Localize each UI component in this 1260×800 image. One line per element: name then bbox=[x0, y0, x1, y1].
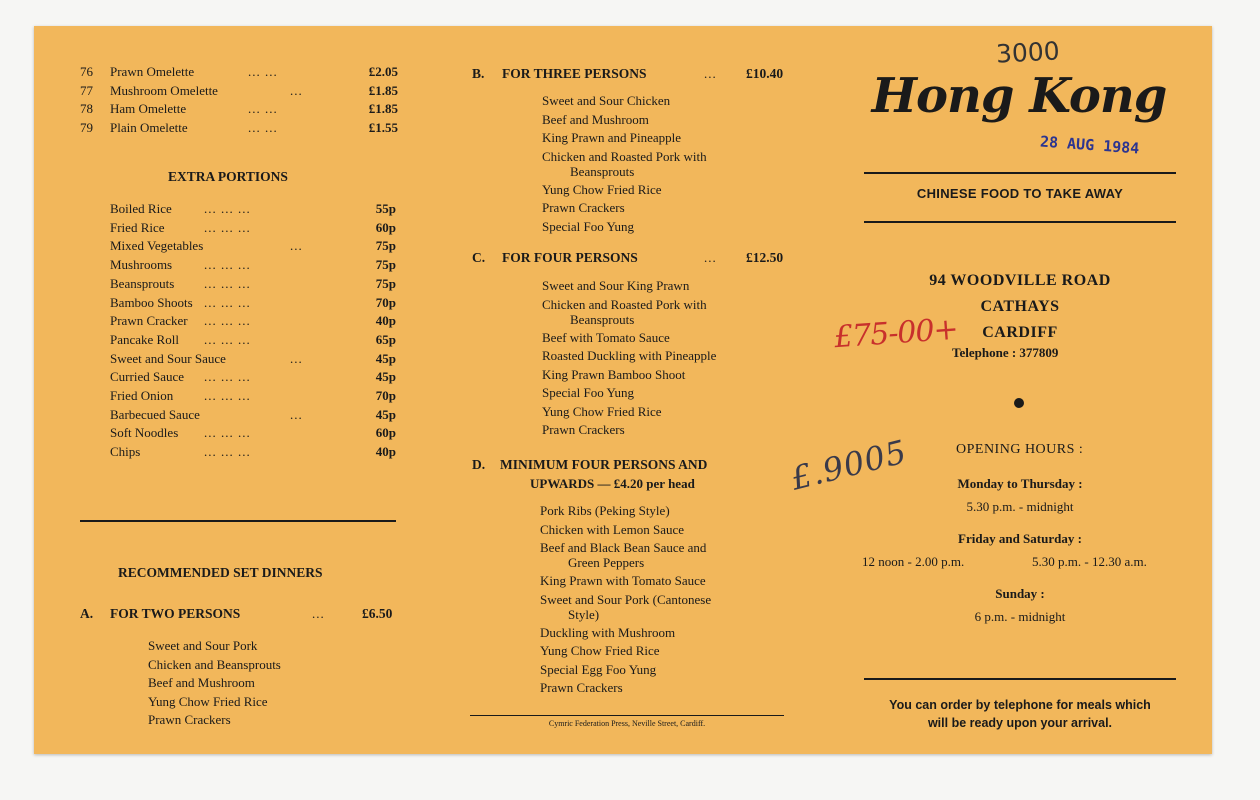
item-price: 75p bbox=[375, 275, 396, 291]
item-name: Plain Omelette bbox=[110, 119, 188, 135]
item-name: Prawn Omelette bbox=[110, 64, 195, 79]
opening-hours-title: OPENING HOURS : bbox=[956, 442, 1084, 457]
item-name: Ham Omelette bbox=[110, 101, 187, 116]
item-price: 70p bbox=[375, 388, 396, 403]
set-item: Green Peppers bbox=[568, 555, 645, 570]
set-item: Yung Chow Fried Rice bbox=[148, 693, 268, 709]
item-price: 55p bbox=[375, 201, 396, 216]
handwritten-number: 3000 bbox=[995, 36, 1061, 69]
mon-thu-time: 5.30 p.m. - midnight bbox=[966, 499, 1074, 514]
item-name: Beansprouts bbox=[110, 275, 175, 291]
item-price: 75p bbox=[375, 238, 396, 254]
item-number: 78 bbox=[80, 101, 93, 116]
leader-dots: ... ... ... bbox=[204, 201, 251, 216]
leader-dots: ... bbox=[290, 406, 303, 422]
punch-hole bbox=[1014, 398, 1024, 408]
set-item: Sweet and Sour Chicken bbox=[542, 93, 671, 108]
extra-row bbox=[110, 237, 396, 255]
set-item: Special Foo Yung bbox=[542, 218, 634, 234]
tagline-top-rule bbox=[864, 172, 1176, 174]
tagline-bottom-rule bbox=[864, 221, 1176, 223]
left-divider bbox=[80, 520, 396, 522]
item-price: 40p bbox=[375, 313, 396, 329]
set-dinners-title: RECOMMENDED SET DINNERS bbox=[118, 565, 323, 580]
item-price: 70p bbox=[375, 294, 396, 310]
leader-dots: ... ... ... bbox=[204, 257, 251, 273]
item-name: Soft Noodles bbox=[110, 425, 179, 441]
set-c-letter: C. bbox=[472, 250, 486, 265]
leader-dots: ... ... ... bbox=[204, 425, 251, 441]
set-item: Chicken and Roasted Pork with bbox=[542, 148, 707, 164]
set-item: Beef with Tomato Sauce bbox=[542, 329, 670, 345]
omelette-row bbox=[80, 100, 398, 118]
address-line-3: CARDIFF bbox=[982, 324, 1058, 341]
shop-name: Hong Kong bbox=[871, 68, 1167, 124]
item-name: Curried Sauce bbox=[110, 369, 185, 385]
set-item: Duckling with Mushroom bbox=[540, 624, 676, 640]
item-name: Fried Rice bbox=[110, 219, 165, 235]
set-item: Chicken and Beansprouts bbox=[148, 656, 281, 672]
item-price: 45p bbox=[375, 369, 396, 385]
set-item: Yung Chow Fried Rice bbox=[542, 181, 662, 197]
date-stamp: 28 AUG 1984 bbox=[1039, 132, 1140, 158]
set-b-label: FOR THREE PERSONS bbox=[502, 66, 647, 81]
leader-dots: ... bbox=[290, 238, 303, 254]
set-item: Special Foo Yung bbox=[542, 385, 634, 400]
extra-row bbox=[110, 350, 396, 368]
set-item: Special Egg Foo Yung bbox=[540, 661, 657, 677]
item-price: 75p bbox=[375, 257, 396, 273]
extra-row bbox=[110, 368, 396, 386]
leader-dots: ... ... ... bbox=[204, 388, 251, 403]
leader-dots: ... bbox=[290, 350, 303, 366]
item-number: 76 bbox=[80, 64, 93, 79]
leader-dots: ... ... ... bbox=[204, 219, 251, 235]
set-item: Pork Ribs (Peking Style) bbox=[540, 503, 670, 518]
tagline: CHINESE FOOD TO TAKE AWAY bbox=[916, 186, 1124, 201]
printer-credit: Cymric Federation Press, Neville Street, Cardiff. bbox=[548, 719, 706, 728]
omelette-row bbox=[80, 82, 398, 100]
item-price: 60p bbox=[375, 219, 396, 235]
handwritten-note: £.9005 bbox=[787, 432, 911, 498]
leader-dots: ... ... ... bbox=[204, 275, 251, 291]
extra-row bbox=[110, 312, 396, 330]
item-name: Prawn Cracker bbox=[110, 313, 188, 329]
set-d-letter: D. bbox=[472, 457, 486, 472]
extra-row bbox=[110, 443, 396, 461]
set-item: Sweet and Sour Pork (Cantonese bbox=[540, 591, 712, 607]
item-price: 45p bbox=[375, 406, 396, 422]
set-c-label: FOR FOUR PERSONS bbox=[502, 250, 638, 265]
item-name: Sweet and Sour Sauce bbox=[110, 350, 226, 366]
set-item: Sweet and Sour Pork bbox=[148, 638, 258, 653]
set-item: Prawn Crackers bbox=[542, 200, 625, 215]
item-name: Boiled Rice bbox=[110, 201, 172, 216]
extra-row bbox=[110, 424, 396, 442]
address-line-1: 94 WOODVILLE ROAD bbox=[929, 272, 1111, 289]
item-name: Chips bbox=[110, 444, 141, 460]
set-item: Beef and Mushroom bbox=[148, 675, 255, 690]
set-item: Beansprouts bbox=[570, 163, 635, 179]
set-a-price: £6.50 bbox=[362, 606, 393, 621]
set-item: Chicken with Lemon Sauce bbox=[540, 521, 685, 537]
fri-sat-time-2: 5.30 p.m. - 12.30 a.m. bbox=[1032, 554, 1147, 569]
item-price: 40p bbox=[375, 444, 396, 460]
set-a-letter: A. bbox=[80, 606, 94, 621]
item-price: 45p bbox=[375, 350, 396, 366]
item-price: 65p bbox=[375, 331, 396, 347]
set-item: King Prawn with Tomato Sauce bbox=[540, 573, 706, 588]
telephone: Telephone : 377809 bbox=[952, 345, 1059, 360]
item-name: Mushroom Omelette bbox=[110, 82, 218, 98]
set-item: Sweet and Sour King Prawn bbox=[542, 278, 690, 293]
set-item: Roasted Duckling with Pineapple bbox=[542, 348, 717, 363]
set-item: Chicken and Roasted Pork with bbox=[542, 296, 707, 312]
footer-rule bbox=[864, 678, 1176, 680]
menu-sheet bbox=[34, 26, 1212, 754]
set-d-label-line1: MINIMUM FOUR PERSONS AND bbox=[500, 457, 708, 472]
leader-dots: ... ... bbox=[248, 64, 278, 79]
extra-row bbox=[110, 406, 396, 424]
address-line-2: CATHAYS bbox=[980, 298, 1060, 315]
extra-row bbox=[110, 256, 396, 274]
leader-dots: ... ... ... bbox=[204, 294, 251, 310]
omelette-row bbox=[80, 119, 398, 137]
set-item: Beef and Black Bean Sauce and bbox=[540, 540, 707, 555]
set-d-label-line2: UPWARDS — £4.20 per head bbox=[530, 476, 695, 491]
printer-rule bbox=[470, 715, 784, 716]
item-name: Barbecued Sauce bbox=[110, 406, 200, 422]
leader-dots: ... ... ... bbox=[204, 369, 251, 385]
set-item: Beansprouts bbox=[570, 311, 635, 327]
item-price: 60p bbox=[375, 425, 396, 441]
set-item: Style) bbox=[568, 606, 600, 622]
set-a-label: FOR TWO PERSONS bbox=[110, 606, 241, 621]
fri-sat-label: Friday and Saturday : bbox=[958, 531, 1082, 546]
set-b-dots: ... bbox=[704, 66, 717, 81]
leader-dots: ... ... ... bbox=[204, 313, 251, 329]
footer-note bbox=[856, 696, 1184, 732]
set-item: Prawn Crackers bbox=[540, 680, 623, 695]
leader-dots: ... ... ... bbox=[204, 444, 251, 460]
item-number: 79 bbox=[80, 119, 93, 135]
set-b-price: £10.40 bbox=[746, 66, 784, 81]
mon-thu-label: Monday to Thursday : bbox=[957, 476, 1083, 491]
set-item: Prawn Crackers bbox=[542, 422, 625, 437]
extra-row bbox=[110, 200, 396, 218]
set-item: Yung Chow Fried Rice bbox=[540, 643, 660, 658]
leader-dots: ... bbox=[290, 82, 303, 98]
set-a-dots: ... bbox=[312, 606, 325, 621]
item-name: Bamboo Shoots bbox=[110, 294, 193, 310]
extra-row bbox=[110, 387, 396, 405]
handwritten-price: £75-00+ bbox=[832, 311, 959, 356]
item-price: £1.85 bbox=[368, 82, 398, 98]
leader-dots: ... ... ... bbox=[204, 331, 251, 347]
item-number: 77 bbox=[80, 82, 93, 98]
footer-line-2: will be ready upon your arrival. bbox=[927, 716, 1113, 730]
omelette-row bbox=[80, 63, 398, 81]
set-item: King Prawn and Pineapple bbox=[542, 130, 682, 145]
set-item: Beef and Mushroom bbox=[542, 111, 649, 127]
set-b-letter: B. bbox=[472, 66, 485, 81]
item-price: £2.05 bbox=[368, 64, 398, 79]
item-name: Mixed Vegetables bbox=[110, 238, 204, 254]
extra-row bbox=[110, 275, 396, 293]
set-c-dots: ... bbox=[704, 250, 717, 265]
sunday-time: 6 p.m. - midnight bbox=[974, 609, 1066, 624]
sunday-label: Sunday : bbox=[995, 586, 1045, 601]
set-item: King Prawn Bamboo Shoot bbox=[542, 366, 686, 382]
item-name: Fried Onion bbox=[110, 388, 174, 403]
set-item: Prawn Crackers bbox=[148, 712, 231, 727]
item-name: Pancake Roll bbox=[110, 331, 179, 347]
footer-line-1: You can order by telephone for meals which bbox=[889, 698, 1151, 712]
leader-dots: ... ... bbox=[248, 101, 278, 116]
extra-row bbox=[110, 294, 396, 312]
item-name: Mushrooms bbox=[110, 257, 173, 273]
leader-dots: ... ... bbox=[248, 119, 278, 135]
item-price: £1.85 bbox=[368, 101, 398, 116]
extra-row bbox=[110, 331, 396, 349]
set-item: Yung Chow Fried Rice bbox=[542, 403, 662, 419]
set-c-price: £12.50 bbox=[746, 250, 784, 265]
extra-portions-title: EXTRA PORTIONS bbox=[168, 169, 288, 184]
item-price: £1.55 bbox=[368, 119, 398, 135]
extra-row bbox=[110, 219, 396, 237]
fri-sat-time-1: 12 noon - 2.00 p.m. bbox=[862, 554, 965, 569]
